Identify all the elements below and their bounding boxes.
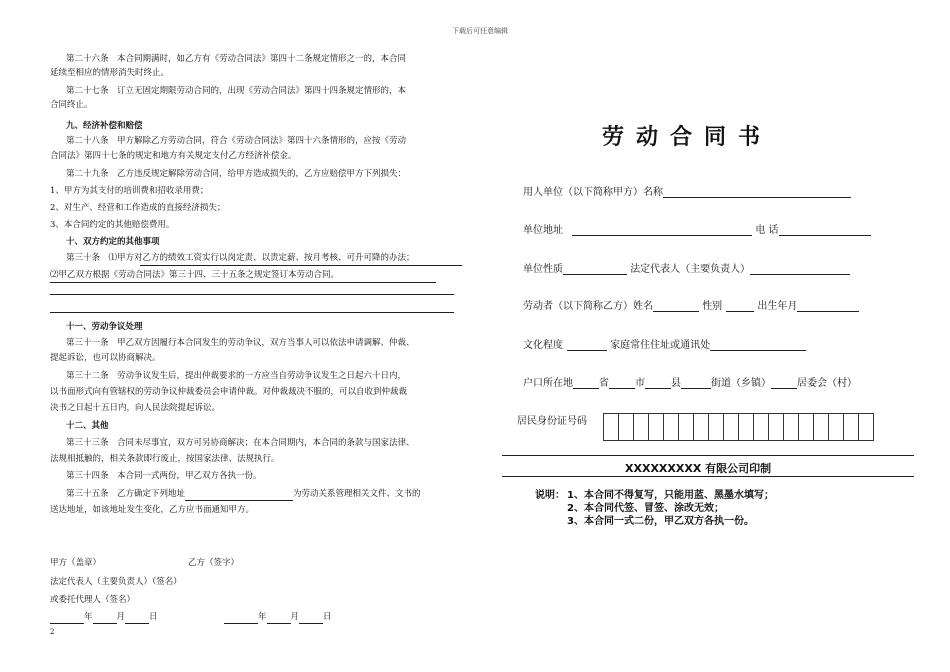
committee-field[interactable] [771, 377, 797, 389]
article-33-line2: 法规相抵触的，相关条款即行废止，按国家法律、法规执行。 [50, 454, 280, 464]
month-blank [267, 612, 291, 624]
education-field[interactable] [567, 339, 607, 351]
phone-field[interactable] [779, 224, 871, 236]
id-digit-box[interactable] [783, 413, 799, 441]
year-blank [50, 612, 84, 624]
address-field[interactable] [572, 224, 752, 236]
id-digit-box[interactable] [633, 413, 649, 441]
legal-rep-field[interactable] [750, 263, 850, 275]
party-b-sign-label: 乙方（签字） [188, 558, 240, 568]
employer-label: 用人单位（以下简称甲方）名称 [523, 187, 663, 198]
county-label: 县 [671, 378, 681, 389]
hukou-label: 户口所在地 [523, 378, 573, 389]
month-blank [93, 612, 117, 624]
gender-field[interactable] [726, 300, 754, 312]
city-label: 市 [635, 378, 645, 389]
gender-label: 性别 [702, 301, 723, 312]
divider-line [502, 455, 914, 456]
note-2: 2、本合同代签、冒签、涂改无效； [567, 503, 724, 514]
article-31-line2: 提起诉讼，也可以协商解决。 [50, 353, 161, 363]
day-label: 日 [149, 612, 158, 622]
id-digit-box[interactable] [858, 413, 874, 441]
hukou-row [523, 374, 857, 389]
section-9-heading: 九、经济补偿和赔偿 [66, 121, 143, 131]
contract-title: 劳动合同书 [602, 124, 773, 150]
fill-line [140, 265, 462, 266]
id-digit-box[interactable] [723, 413, 739, 441]
month-label: 月 [116, 612, 126, 622]
fill-line [50, 312, 454, 313]
article-27-line1: 第二十七条 订立无固定期限劳动合同的，出现《劳动合同法》第四十四条规定情形的，本 [66, 86, 407, 96]
article-35-line2: 送达地址，如该地址发生变化，乙方应书面通知甲方。 [50, 505, 255, 515]
article-30-line2: ⑵甲乙双方根据《劳动合同法》第三十四、三十五条之规定签订本劳动合同。 [50, 270, 340, 280]
id-digit-box[interactable] [768, 413, 784, 441]
committee-label: 居委会（村） [797, 378, 857, 389]
article-32-line3: 决书之日起十五日内，向人民法院提起诉讼。 [50, 403, 221, 413]
note-1: 1、本合同不得复写，只能用蓝、黑墨水填写； [567, 490, 774, 501]
year-label: 年 [84, 612, 93, 622]
article-31-line1: 第三十一条 甲乙双方因履行本合同发生的劳动争议，双方当事人可以依法申请调解、仲裁、 [66, 338, 415, 348]
article-33-line1: 第三十三条 合同未尽事宜，双方可另协商解决；在本合同期内，本合同的条款与国家法律、 [66, 438, 415, 448]
id-digit-box[interactable] [663, 413, 679, 441]
article-29-line1: 第二十九条 乙方违反规定解除劳动合同，给甲方造成损失的，乙方应赔偿甲方下列损失： [66, 169, 407, 179]
employer-name-field[interactable] [663, 186, 851, 198]
employer-name-row [523, 183, 851, 198]
article-26-line2: 延续至相应的情形消失时终止。 [50, 68, 170, 78]
day-label: 日 [323, 612, 332, 622]
county-field[interactable] [645, 377, 671, 389]
article-34: 第三十四条 本合同一式两份，甲乙双方各执一份。 [66, 471, 262, 481]
month-label: 月 [290, 612, 300, 622]
nature-row [523, 260, 850, 275]
phone-label: 电 话 [755, 225, 779, 236]
year-label: 年 [258, 612, 267, 622]
worker-row [523, 297, 859, 312]
article-35-line1 [66, 487, 421, 501]
date-a [50, 610, 158, 624]
id-digit-box[interactable] [648, 413, 664, 441]
birth-label: 出生年月 [757, 301, 798, 312]
section-10-heading: 十、双方约定的其他事项 [66, 237, 160, 247]
article-32-line1: 第三十二条 劳动争议发生后，提出仲裁要求的一方应当自劳动争议发生之日起六十日内， [66, 371, 407, 381]
article-27-line2: 合同终止。 [50, 100, 93, 110]
worker-name-field[interactable] [653, 300, 699, 312]
article-35-text-b: 为劳动关系管理相关文件、文书的 [293, 489, 421, 499]
article-29-item1: 1、甲方为其支付的培训费和招收录用费； [50, 186, 209, 196]
section-11-heading: 十一、劳动争议处理 [66, 322, 143, 332]
year-blank [224, 612, 258, 624]
street-label: 街道（乡镇） [711, 378, 771, 389]
address-label: 单位地址 [523, 225, 563, 236]
id-digit-box[interactable] [798, 413, 814, 441]
worker-name-label: 劳动者（以下简称乙方）姓名 [523, 301, 653, 312]
date-b [224, 610, 332, 624]
street-field[interactable] [681, 377, 711, 389]
article-29-item3: 3、本合同约定的其他赔偿费用。 [50, 220, 175, 230]
id-digit-box[interactable] [603, 413, 619, 441]
printer-line: XXXXXXXXX 有限公司印制 [625, 462, 772, 475]
legal-rep-sign-label: 法定代表人（主要负责人）（签名） [50, 577, 182, 587]
home-address-field[interactable] [710, 339, 806, 351]
section-12-heading: 十二、其他 [66, 421, 109, 431]
id-digit-box[interactable] [618, 413, 634, 441]
nature-label: 单位性质 [523, 264, 563, 275]
day-blank [299, 612, 323, 624]
id-digit-box[interactable] [753, 413, 769, 441]
birth-field[interactable] [797, 300, 859, 312]
city-field[interactable] [609, 377, 635, 389]
notes-label: 说明： [535, 490, 565, 501]
id-digit-box[interactable] [813, 413, 829, 441]
address-blank [185, 489, 293, 501]
article-30-line1: 第三十条 ⑴甲方对乙方的绩效工资实行以岗定责、以责定薪、按月考核、可升可降的办法； [66, 253, 415, 263]
article-28-line2: 合同法》第四十七条的规定和地方有关规定支付乙方经济补偿金。 [50, 151, 297, 161]
education-label: 文化程度 [523, 340, 563, 351]
id-number-label: 居民身份证号码 [517, 416, 587, 427]
id-digit-box[interactable] [678, 413, 694, 441]
agent-sign-label: 或委托代理人（签名） [50, 595, 136, 605]
id-number-grid[interactable] [603, 413, 873, 441]
article-28-line1: 第二十八条 甲方解除乙方劳动合同，符合《劳动合同法》第四十六条情形的，应按《劳动 [66, 136, 407, 146]
province-field[interactable] [573, 377, 599, 389]
fill-line [50, 282, 436, 283]
id-digit-box[interactable] [693, 413, 709, 441]
id-digit-box[interactable] [738, 413, 754, 441]
header-note: 下载后可任意编辑 [452, 27, 508, 35]
day-blank [125, 612, 149, 624]
party-a-seal-label: 甲方（盖章） [50, 558, 102, 568]
article-29-item2: 2、对生产、经营和工作造成的直接经济损失； [50, 203, 226, 213]
legal-rep-label: 法定代表人（主要负责人） [630, 264, 751, 275]
id-digit-box[interactable] [843, 413, 859, 441]
fill-line [50, 294, 454, 295]
page-number: 2 [50, 628, 55, 636]
article-26-line1: 第二十六条 本合同期满时，如乙方有《劳动合同法》第四十二条规定情形之一的，本合同 [66, 54, 407, 64]
article-32-line2: 以书面形式向有管辖权的劳动争议仲裁委员会申请仲裁。对仲裁裁决不服的，可以自收到仲裁裁 [50, 387, 408, 397]
article-35-text-a: 第三十五条 乙方确定下列地址 [66, 489, 186, 499]
education-row [523, 336, 806, 351]
home-address-label: 家庭常住住址或通讯处 [610, 340, 711, 351]
divider-line [502, 476, 914, 477]
nature-field[interactable] [563, 263, 627, 275]
id-digit-box[interactable] [708, 413, 724, 441]
note-3: 3、本合同一式二份，甲乙双方各执一份。 [567, 516, 754, 527]
address-row [523, 221, 871, 236]
province-label: 省 [599, 378, 609, 389]
id-digit-box[interactable] [828, 413, 844, 441]
